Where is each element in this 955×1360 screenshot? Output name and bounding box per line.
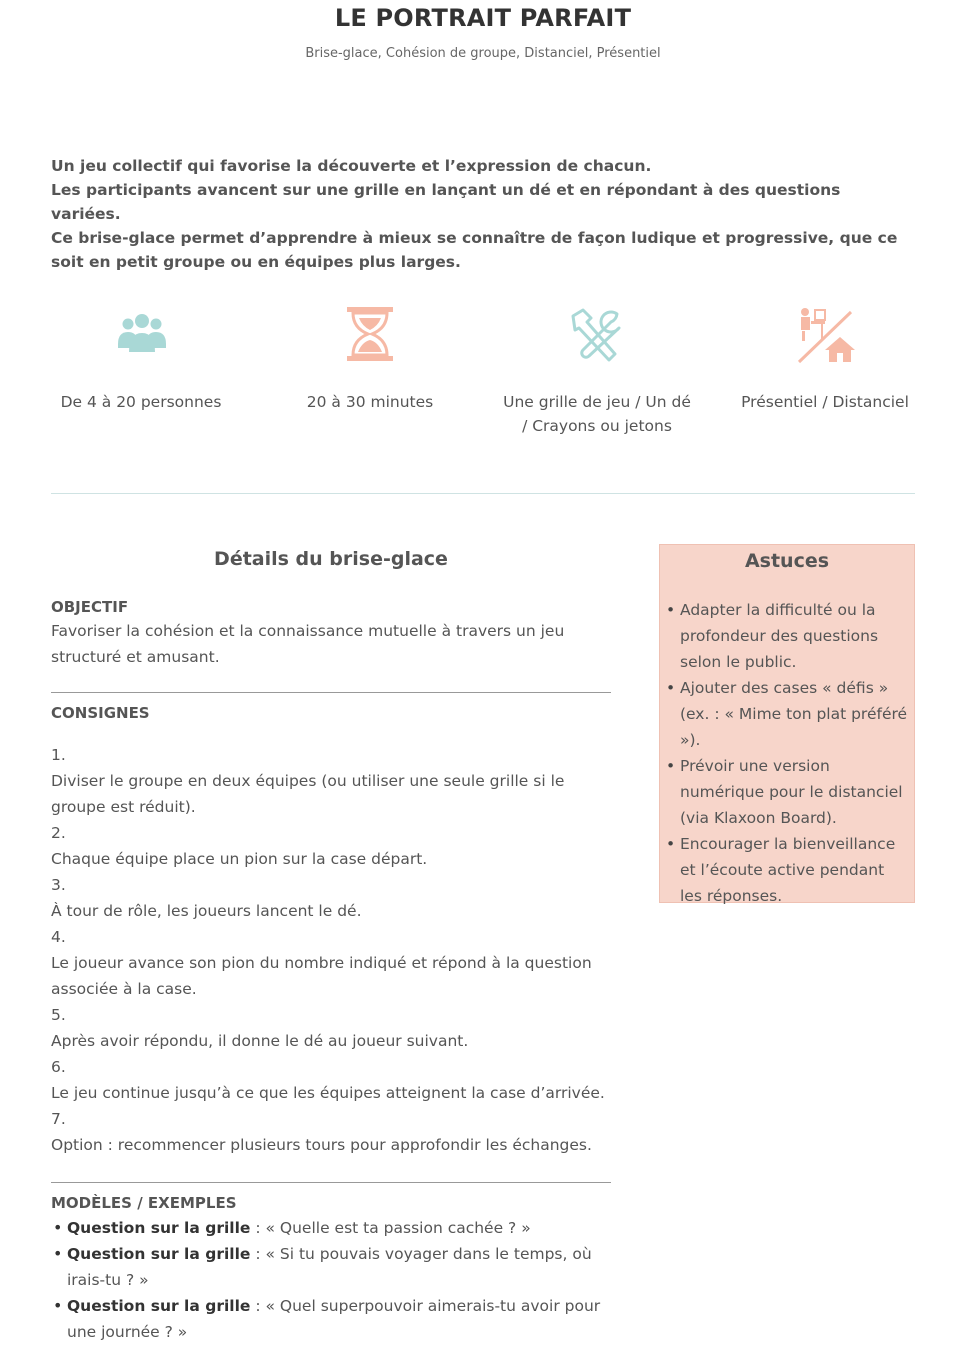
divider [51,692,611,693]
step-number: 4. [51,928,66,946]
step-text: Chaque équipe place un pion sur la case départ. [51,850,428,868]
example-item [67,1293,627,1345]
tools-icon [565,306,627,368]
feature-label: 20 à 30 minutes [306,393,434,411]
step-number: 2. [51,824,66,842]
step-text: À tour de rôle, les joueurs lancent le dé. [51,902,362,920]
feature-label: Présentiel / Distanciel [741,393,909,411]
step-number: 5. [51,1006,66,1024]
step-number: 1. [51,746,66,764]
steps-list [51,742,611,1158]
example-text: : « Si tu pouvais voyager dans le temps, où irais-tu ? » [67,1245,592,1289]
astuce-item: • Adapter la difficulté ou la profondeur des questions selon le public. [680,597,908,675]
step-number: 7. [51,1110,66,1128]
intro-line: Ce brise-glace permet d’apprendre à mieux se connaître de façon ludique et progressive, que ce soit en petit groupe ou en équipes plus larges. [51,229,898,271]
step-number: 6. [51,1058,66,1076]
astuces-title: Astuces [744,550,830,572]
step-text: Après avoir répondu, il donne le dé au joueur suivant. [51,1032,469,1050]
intro [51,154,911,274]
remote-onsite-icon [795,304,857,368]
astuces-box [659,544,915,903]
section-divider [51,493,915,494]
examples-list [51,1215,627,1345]
example-item [67,1215,627,1241]
group-icon [116,304,168,360]
details-title: Détails du brise-glace [214,548,448,570]
astuce-item: • Ajouter des cases « défis » (ex. : « Mime ton plat préféré »). [680,675,908,753]
step-text: Diviser le groupe en deux équipes (ou utiliser une seule grille si le groupe est réduit). [51,772,565,816]
feature-duration [280,300,460,440]
step-number: 3. [51,876,66,894]
example-label: Question sur la grille [67,1219,251,1237]
intro-line: Un jeu collectif qui favorise la découverte et l’expression de chacun. [51,157,652,175]
page-tags: Brise-glace, Cohésion de groupe, Distanciel, Présentiel [305,46,661,61]
example-label: Question sur la grille [67,1245,251,1263]
objectif-text: Favoriser la cohésion et la connaissance mutuelle à travers un jeu structuré et amusant. [51,622,565,666]
feature-label: Une grille de jeu / Un dé / Crayons ou jetons [503,393,691,435]
astuces-list [680,597,908,909]
astuce-item: • Prévoir une version numérique pour le distanciel (via Klaxoon Board). [680,753,908,831]
step-text: Option : recommencer plusieurs tours pour approfondir les échanges. [51,1136,592,1154]
example-text: : « Quelle est ta passion cachée ? » [250,1219,531,1237]
hourglass-icon [344,304,396,368]
example-text: : « Quel superpouvoir aimerais-tu avoir pour une journée ? » [67,1297,601,1341]
feature-materials [502,300,692,440]
step-text: Le jeu continue jusqu’à ce que les équipes atteignent la case d’arrivée. [51,1084,605,1102]
objectif-heading: OBJECTIF [51,598,129,616]
page-title: LE PORTRAIT PARFAIT [334,4,632,32]
feature-label: De 4 à 20 personnes [60,393,222,411]
feature-format [735,300,915,440]
example-item [67,1241,627,1293]
divider [51,1182,611,1183]
modeles-heading: MODÈLES / EXEMPLES [51,1194,237,1212]
example-label: Question sur la grille [67,1297,251,1315]
intro-line: Les participants avancent sur une grille en lançant un dé et en répondant à des questions variées. [51,181,841,223]
astuce-item: • Encourager la bienveillance et l’écoute active pendant les réponses. [680,831,908,909]
feature-participants [51,300,231,440]
step-text: Le joueur avance son pion du nombre indiqué et répond à la question associée à la case. [51,954,592,998]
consignes-heading: CONSIGNES [51,704,150,722]
